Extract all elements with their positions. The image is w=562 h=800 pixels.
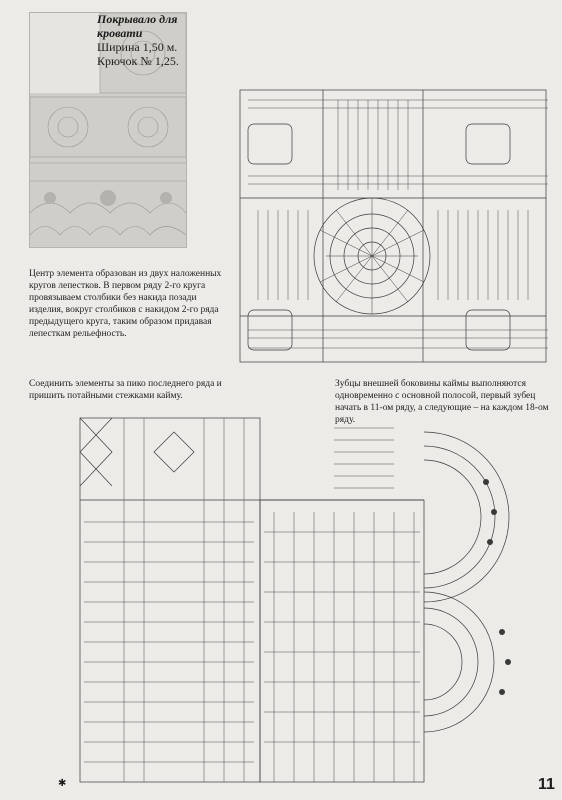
join-instruction: Соединить элементы за пико последнего ряда и пришить потайными стежками кайму. xyxy=(29,379,222,401)
motif-chart-drawing xyxy=(228,80,556,370)
hook-spec: Крючок № 1,25. xyxy=(97,54,179,68)
center-description: Центр элемента образован из двух наложенных кругов лепестков. В первом ряду 2-го круга провязываем столбики без накида позади изделия, вокруг столбиков с накидом 2-го ряда предыдущего круга, таким образом придавая лепесткам рельефность. xyxy=(29,269,222,339)
width-spec: Ширина 1,50 м. xyxy=(97,40,178,54)
motif-chart xyxy=(228,80,556,370)
pattern-header xyxy=(97,12,197,68)
page-number: 11 xyxy=(538,776,555,793)
star-mark: ✱ xyxy=(58,778,67,789)
edge-instruction: Зубцы внешней боковины каймы выполняются одновременно с основной полосой, первый зубец начать в 11-ом ряду, а следующие – на каждом 18-ом ряду. xyxy=(335,379,549,425)
pattern-title: Покрывало для кровати xyxy=(97,12,178,40)
border-chart-drawing xyxy=(54,412,542,788)
border-chart xyxy=(54,412,542,788)
